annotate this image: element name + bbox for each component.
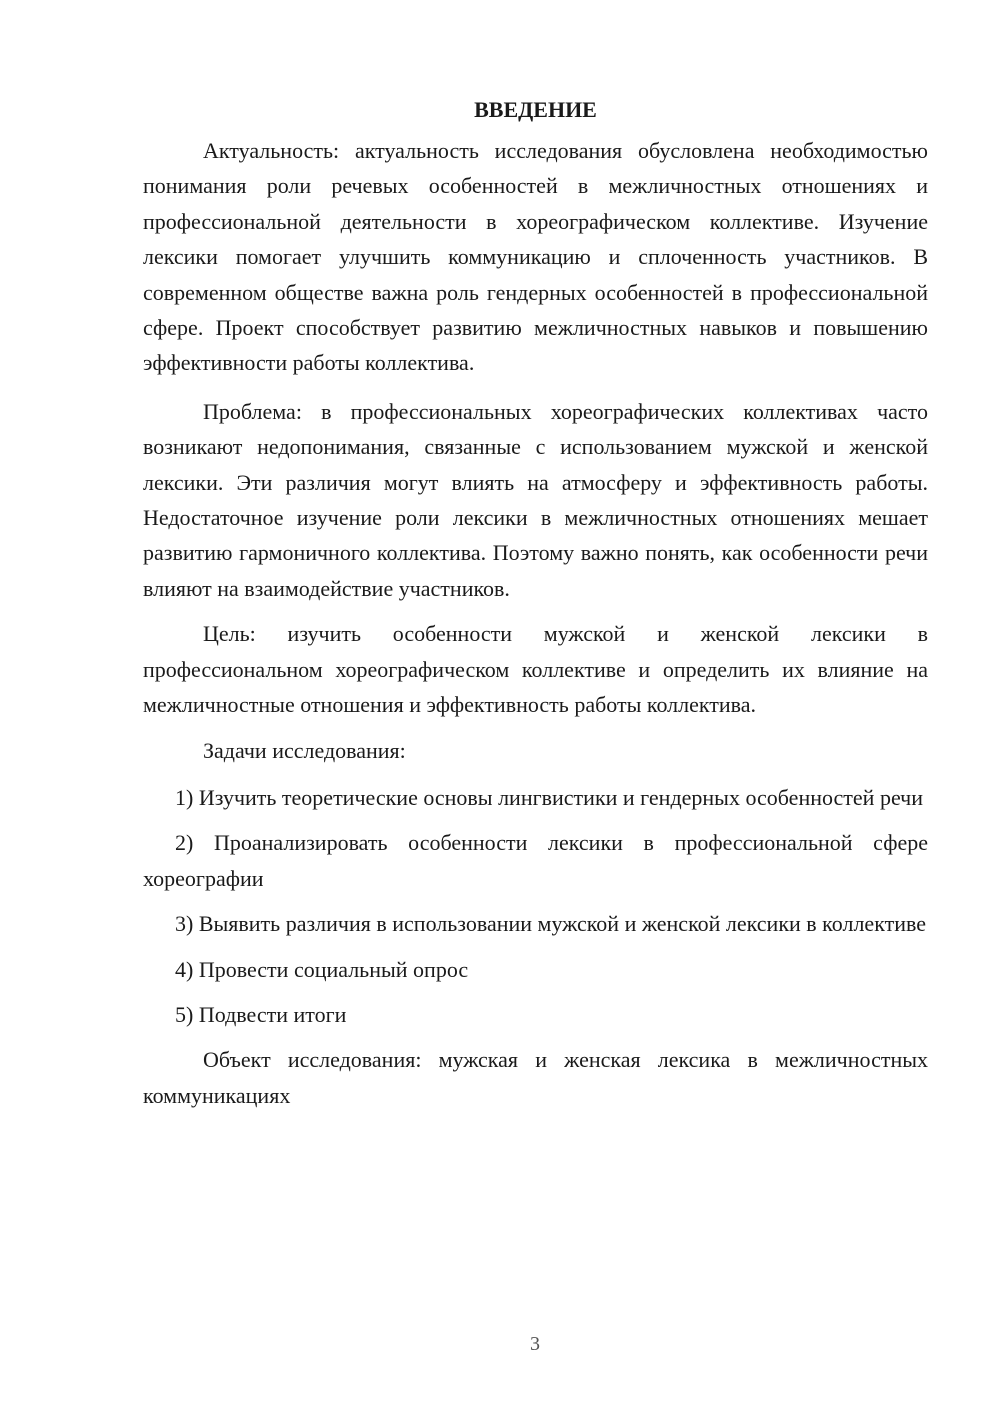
paragraph-relevance: Актуальность: актуальность исследования обусловлена необходимостью понимания роли речевых особенностей в межличностных отношениях и профессиональной деятельности в хореографическом коллективе. Изучение лексики помогает улучшить коммуникацию и сплоченность участников. В современном обществе важна роль гендерных особенностей в профессиональной сфере. Проект способствует развитию межличностных навыков и повышению эффективности работы коллектива. [143,138,928,376]
task-item-1: 1) Изучить теоретические основы лингвистики и гендерных особенностей речи [175,784,924,810]
task-item-5: 5) Подвести итоги [175,1001,347,1027]
task-item-2: 2) Проанализировать особенности лексики в профессиональной сфере хореографии [143,830,928,891]
task-item-4: 4) Провести социальный опрос [175,956,469,982]
paragraph-problem: Проблема: в профессиональных хореографических коллективах часто возникают недопонимания, связанные с использованием мужской и женской лексики. Эти различия могут влиять на атмосферу и эффективность работы. Недостаточное изучение роли лексики в межличностных отношениях мешает развитию гармоничного коллектива. Поэтому важно понять, как особенности речи влияют на взаимодействие участников. [143,398,928,601]
paragraph-object: Объект исследования: мужская и женская лексика в межличностных коммуникациях [143,1047,928,1108]
page-number: 3 [530,1333,540,1355]
section-title: ВВЕДЕНИЕ [474,97,597,122]
page-content [143,92,928,1123]
tasks-heading: Задачи исследования: [203,737,406,763]
paragraph-goal: Цель: изучить особенности мужской и женской лексики в профессиональном хореографическом коллективе и определить их влияние на межличностные отношения и эффективность работы коллектива. [143,621,928,718]
task-item-3: 3) Выявить различия в использовании мужской и женской лексики в коллективе [175,911,926,937]
